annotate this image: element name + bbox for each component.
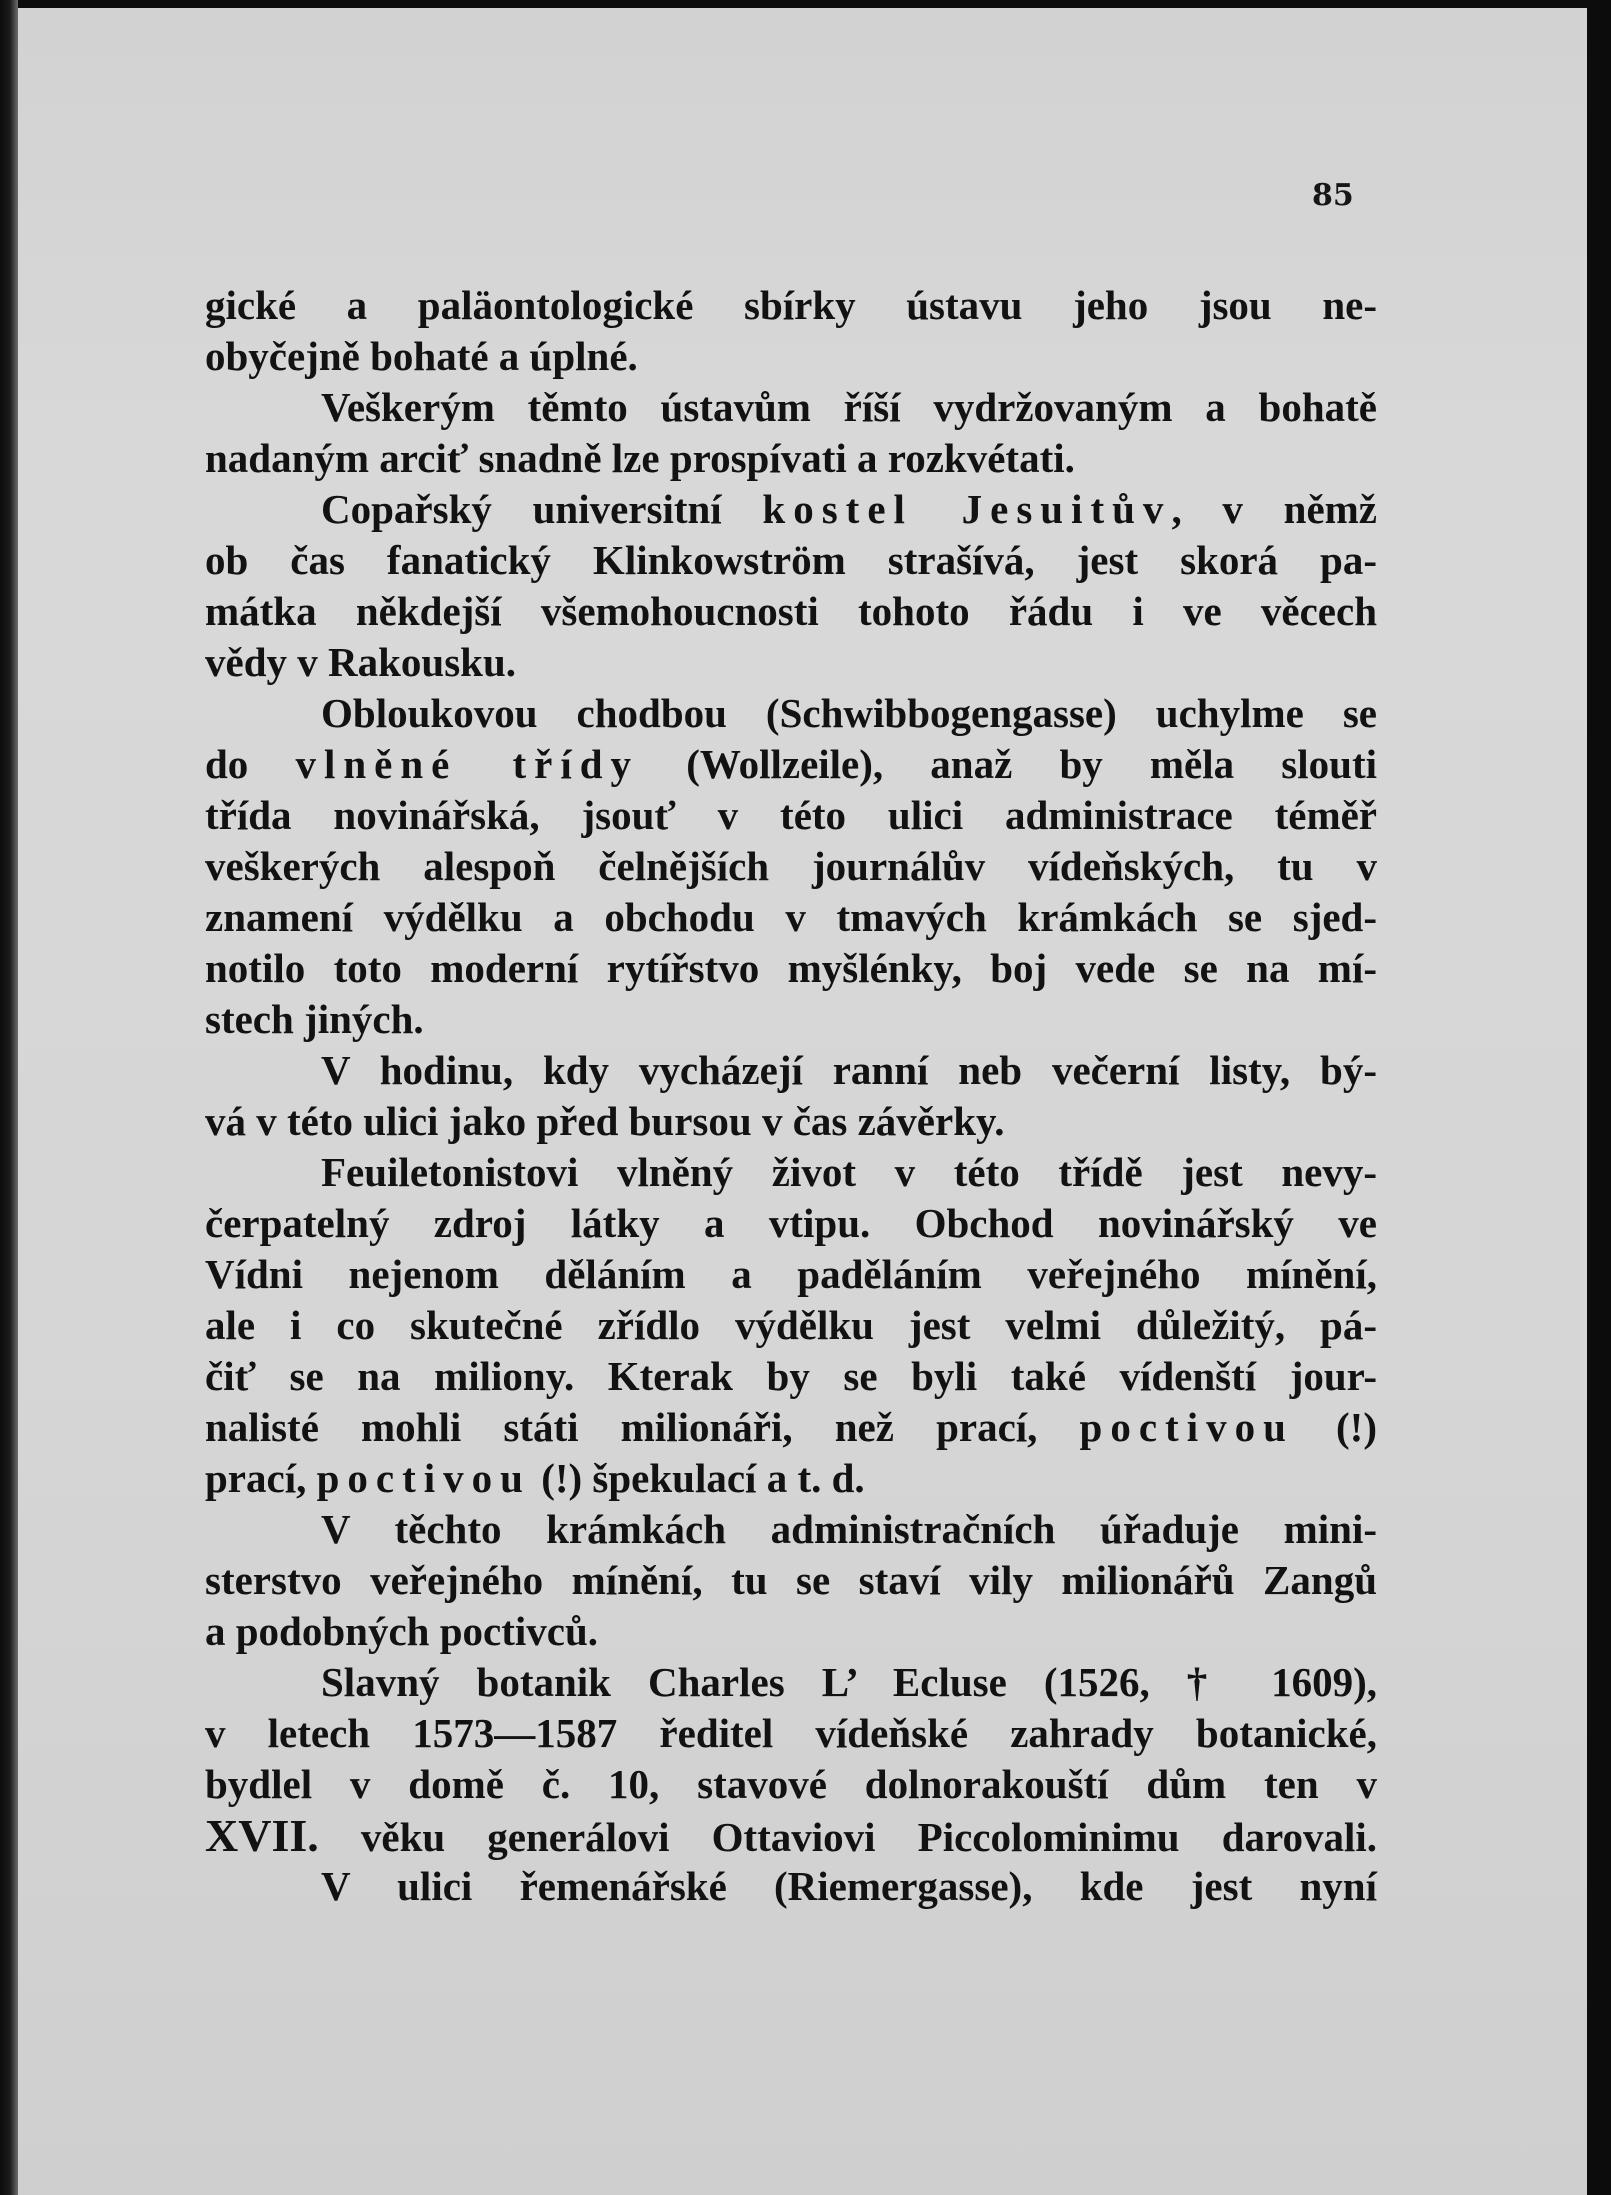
text-line: mátka někdejší všemohoucnosti tohoto řádu i ve věcech — [205, 588, 1377, 634]
text-line: vědy v Rakousku. — [205, 639, 517, 685]
text-line: obyčejně bohaté a úplné. — [205, 333, 638, 379]
text-span: do — [205, 741, 296, 787]
text-line: nadaným arciť snadně lze prospívati a rozkvétati. — [205, 435, 1075, 481]
text-span: věku generálovi Ottaviovi Piccolominimu darovali. — [318, 1814, 1377, 1860]
text-line: Obloukovou chodbou (Schwibbogengasse) uchylme se — [321, 690, 1377, 736]
text-line: Feuiletonistovi vlněný život v této třídě jest nevy- — [321, 1149, 1377, 1195]
text-span: , v němž — [1171, 486, 1377, 532]
text-span: prací, — [205, 1455, 317, 1501]
text-line: notilo toto moderní rytířstvo myšlénky, boj vede se na mí- — [205, 945, 1377, 991]
scan-right-edge — [1587, 0, 1611, 2195]
page-number: 85 — [1312, 178, 1354, 213]
text-line: vá v této ulici jako před bursou v čas závěrky. — [205, 1098, 1005, 1144]
spaced-emphasis: poctivou — [316, 1455, 531, 1501]
text-line: V ulici řemenářské (Riemergasse), kde jest nyní — [321, 1863, 1377, 1909]
text-line: čerpatelný zdroj látky a vtipu. Obchod novinářský ve — [205, 1200, 1377, 1246]
scan-left-edge — [0, 0, 18, 2195]
text-line: třída novinářská, jsouť v této ulici administrace téměř — [205, 792, 1377, 838]
text-span: (Wollzeile), anaž by měla slouti — [639, 741, 1377, 787]
text-line: v letech 1573—1587 ředitel vídeňské zahrady botanické, — [205, 1710, 1377, 1756]
text-line: ale i co skutečné zřídlo výdělku jest velmi důležitý, pá- — [205, 1302, 1377, 1348]
text-line: čiť se na miliony. Kterak by se byli také vídenští jour- — [205, 1353, 1377, 1399]
text-span: Copařský universitní — [321, 486, 763, 532]
text-line: bydlel v domě č. 10, stavové dolnorakouští dům ten v — [205, 1761, 1377, 1807]
text-line — [205, 1810, 1377, 1861]
text-span: XVII. — [205, 1810, 319, 1861]
text-line — [205, 484, 1377, 535]
text-span: nalisté mohli státi milionáři, než prací, — [205, 1404, 1080, 1450]
text-line: Veškerým těmto ústavům říší vydržovaným a bohatě — [321, 384, 1377, 430]
text-line: gické a paläontologické sbírky ústavu jeho jsou ne- — [205, 282, 1377, 328]
text-line: znamení výdělku a obchodu v tmavých krámkách se sjed- — [205, 894, 1377, 940]
text-line: sterstvo veřejného mínění, tu se staví vily milionářů Zangů — [205, 1557, 1377, 1603]
text-line: V hodinu, kdy vycházejí ranní neb večerní listy, bý- — [321, 1047, 1377, 1093]
text-line: Vídni nejenom děláním a paděláním veřejného mínění, — [205, 1251, 1377, 1297]
body-text — [205, 280, 1377, 1912]
text-line: V těchto krámkách administračních úřaduje mini- — [321, 1506, 1377, 1552]
text-line: a podobných poctivců. — [205, 1608, 599, 1654]
text-span: (!) špekulací a t. d. — [530, 1455, 865, 1501]
spaced-emphasis: poctivou — [1079, 1404, 1294, 1450]
text-line — [205, 739, 1377, 790]
text-line: veškerých alespoň čelnějších journálův vídeňských, tu v — [205, 843, 1377, 889]
text-line: Slavný botanik Charles L’ Ecluse (1526, † 1609), — [321, 1659, 1377, 1705]
spaced-emphasis: kostel Jesuitův — [762, 486, 1172, 532]
text-line — [205, 1453, 1377, 1504]
text-span: (!) — [1293, 1404, 1377, 1450]
text-line: stech jiných. — [205, 996, 424, 1042]
text-line: ob čas fanatický Klinkowström strašívá, jest skorá pa- — [205, 537, 1377, 583]
text-line — [205, 1402, 1377, 1453]
spaced-emphasis: vlněné třídy — [295, 741, 640, 787]
